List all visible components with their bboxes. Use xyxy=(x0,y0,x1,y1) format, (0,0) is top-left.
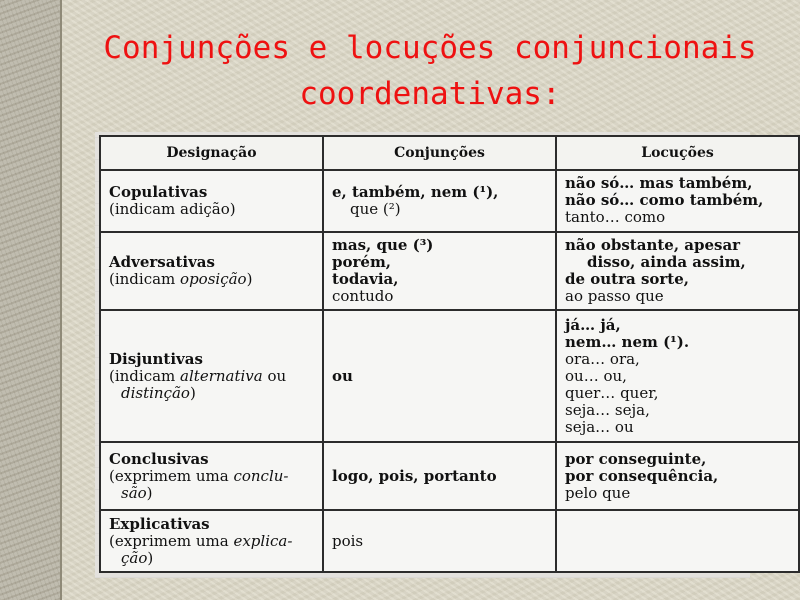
conjuncao-line: mas, que (³) xyxy=(332,236,434,254)
header-locucoes: Locuções xyxy=(556,136,799,170)
designacao-cell xyxy=(100,170,323,232)
conjuncao-line: todavia, xyxy=(332,270,399,288)
designacao-cell xyxy=(100,310,323,442)
designacao-cell xyxy=(100,442,323,510)
category-name: Explicativas xyxy=(109,514,210,533)
conjuncoes-cell xyxy=(323,310,556,442)
title-line-2: coordenativas: xyxy=(299,76,561,112)
page-title xyxy=(60,25,800,117)
table-row-adversativas xyxy=(100,232,799,310)
table-row-disjuntivas xyxy=(100,310,799,442)
table-header-row xyxy=(100,136,799,170)
category-name: Conclusivas xyxy=(109,449,209,468)
locucoes-cell xyxy=(556,170,799,232)
table-row-copulativas xyxy=(100,170,799,232)
locucao-line: por consequência, xyxy=(565,466,719,485)
conjuncoes-cell xyxy=(323,442,556,510)
title-line-1: Conjunções e locuções conjuncionais xyxy=(103,30,757,66)
category-name: Copulativas xyxy=(109,182,208,201)
table-row-explicativas xyxy=(100,510,799,572)
designacao-cell xyxy=(100,510,323,572)
locucoes-cell xyxy=(556,232,799,310)
locucao-line: seja… seja, xyxy=(565,400,650,419)
locucao-line: ao passo que xyxy=(565,287,664,305)
conjuncao-line: ou xyxy=(332,366,353,385)
locucao-line: nem… nem (¹). xyxy=(565,332,690,351)
category-description: (indicam oposição) xyxy=(109,270,253,288)
scanned-document xyxy=(95,132,764,578)
conjuncao-line: pois xyxy=(332,531,364,550)
locucoes-cell xyxy=(556,310,799,442)
conjuncao-line: que (²) xyxy=(350,199,401,218)
table-row-conclusivas xyxy=(100,442,799,510)
conjuncao-line: logo, pois, portanto xyxy=(332,466,497,485)
conjunctions-table xyxy=(99,135,800,573)
locucao-line: já… já, xyxy=(565,315,621,334)
left-decorative-border xyxy=(0,0,62,600)
locucao-line: seja… ou xyxy=(565,417,634,436)
conjuncao-line: e, também, nem (¹), xyxy=(332,182,499,201)
locucao-line: pelo que xyxy=(565,483,631,502)
locucoes-cell xyxy=(556,510,799,572)
locucao-line: de outra sorte, xyxy=(565,270,689,288)
locucoes-cell xyxy=(556,442,799,510)
header-designacao: Designação xyxy=(100,136,323,170)
locucao-line: ou… ou, xyxy=(565,366,627,385)
conjuncao-line: contudo xyxy=(332,287,394,305)
header-conjuncoes: Conjunções xyxy=(323,136,556,170)
locucao-line: disso, ainda assim, xyxy=(587,253,746,271)
conjuncoes-cell xyxy=(323,510,556,572)
designacao-cell xyxy=(100,232,323,310)
category-name: Adversativas xyxy=(109,253,215,271)
locucao-line: não obstante, apesar xyxy=(565,236,741,254)
locucao-line: quer… quer, xyxy=(565,383,659,402)
category-description: (exprimem uma conclu- são) xyxy=(109,466,289,502)
category-description: (exprimem uma explica- ção) xyxy=(109,531,293,567)
locucao-line: ora… ora, xyxy=(565,349,640,368)
conjuncao-line: porém, xyxy=(332,253,392,271)
locucao-line: tanto… como xyxy=(565,208,666,227)
locucao-line: por conseguinte, xyxy=(565,449,707,468)
category-name: Disjuntivas xyxy=(109,349,203,368)
conjuncoes-cell xyxy=(323,170,556,232)
locucao-line: não só… mas também, xyxy=(565,174,753,193)
conjuncoes-cell xyxy=(323,232,556,310)
locucao-line: não só… como também, xyxy=(565,191,764,210)
category-description: (indicam alternativa ou distinção) xyxy=(109,366,287,402)
category-description: (indicam adição) xyxy=(109,199,236,218)
